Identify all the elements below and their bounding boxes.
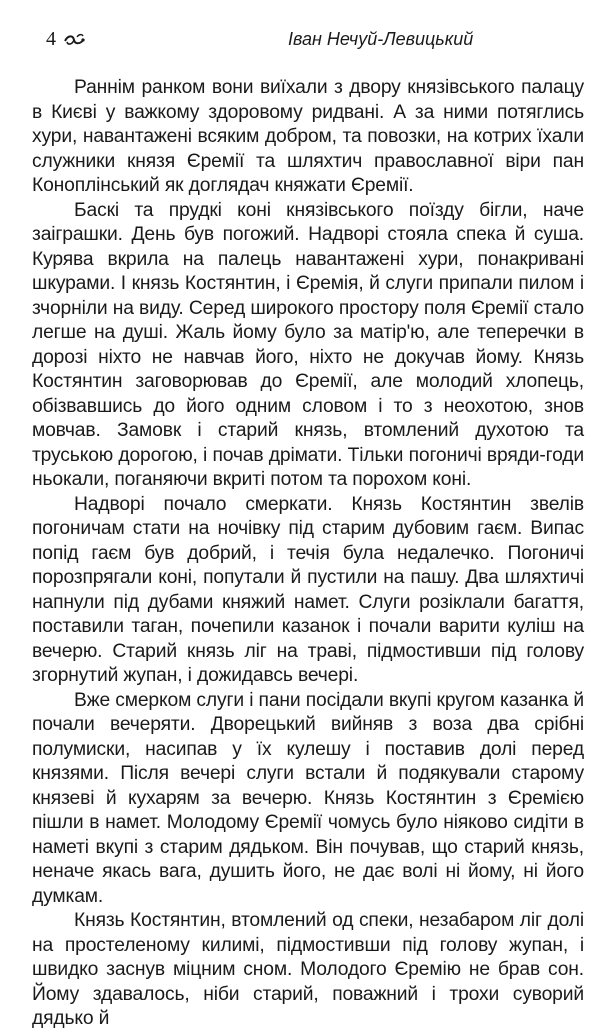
paragraph: Надворі почало смеркати. Князь Костянтин звелів погоничам стати на ночівку під старим дубовим гаєм. Випас попід гаєм був добрий, і течія була недалечко. Погоничі порозпрягали коні, попутали й пустили на пашу. Два шляхтичі напнули під дубами княжий намет. Слуги розіклали багаття, поставили таган, почепили казанок і почали варити куліш на вечерю. Старий князь ліг на траві, підмостивши під голову згорнутий жупан, і дожидавсь вечері. bbox=[32, 493, 584, 686]
page-number: 4 bbox=[46, 28, 56, 50]
paragraph: Вже смерком слуги і пани посідали вкупі кругом казанка й почали вечеряти. Дворецький вийняв з воза два срібні полумиски, насипав у їх кулешу і поставив долі перед князями. Після вечері слуги встали й подякували старому князеві й кухарям за вечерю. Князь Костянтин з Єремією пішли в намет. Молодому Єремії чомусь було ніяково сидіти в наметі вкупі з старим дядьком. Він почував, що старий князь, неначе якась вага, душить його, не дає волі ні йому, ні його думкам. bbox=[32, 689, 584, 907]
fleuron-ornament-icon bbox=[64, 33, 86, 47]
paragraph: Баскі та прудкі коні князівського поїзду бігли, наче заіграшки. День був погожий. Надворі стояла спека й суша. Курява вкрила на палець навантажені хури, понакривані шкурами. І князь Костянтин, і Єремія, й слуги припали пилом і зчорніли на виду. Серед широкого простору поля Єремії стало легше на душі. Жаль йому було за матір'ю, але теперечки в дорозі ніхто не навчав його, ніхто не докучав йому. Князь Костянтин заговорював до Єремії, але молодий хлопець, обізвавшись до його одним словом і то з неохотою, знов мовчав. Замовк і старий князь, втомлений духотою та труською дорогою, і почав дрімати. Тільки погоничі вряди-годи ньокали, поганяючи вкриті потом та порохом коні. bbox=[32, 199, 584, 490]
running-head: Іван Нечуй-Левицький bbox=[288, 29, 474, 49]
body-text bbox=[32, 76, 584, 1032]
paragraph: Раннім ранком вони виїхали з двору князівського палацу в Києві у важкому здоровому ридвані. А за ними потяглись хури, навантажені всяким добром, та повозки, на котрих їхали служники князя Єремії та шляхтич православної віри пан Конопл​інський як доглядач княжати Єремії. bbox=[32, 77, 584, 196]
paragraph: Князь Костянтин, втомлений од спеки, незабаром ліг долі на простеленому килимі, підмостивши під голову жупан, і швидко заснув міцним сном. Молодого Єремію не брав сон. Йому здавалось, ніби старий, поважний і трохи суворий дядько й bbox=[32, 910, 584, 1029]
page-header bbox=[46, 27, 576, 51]
